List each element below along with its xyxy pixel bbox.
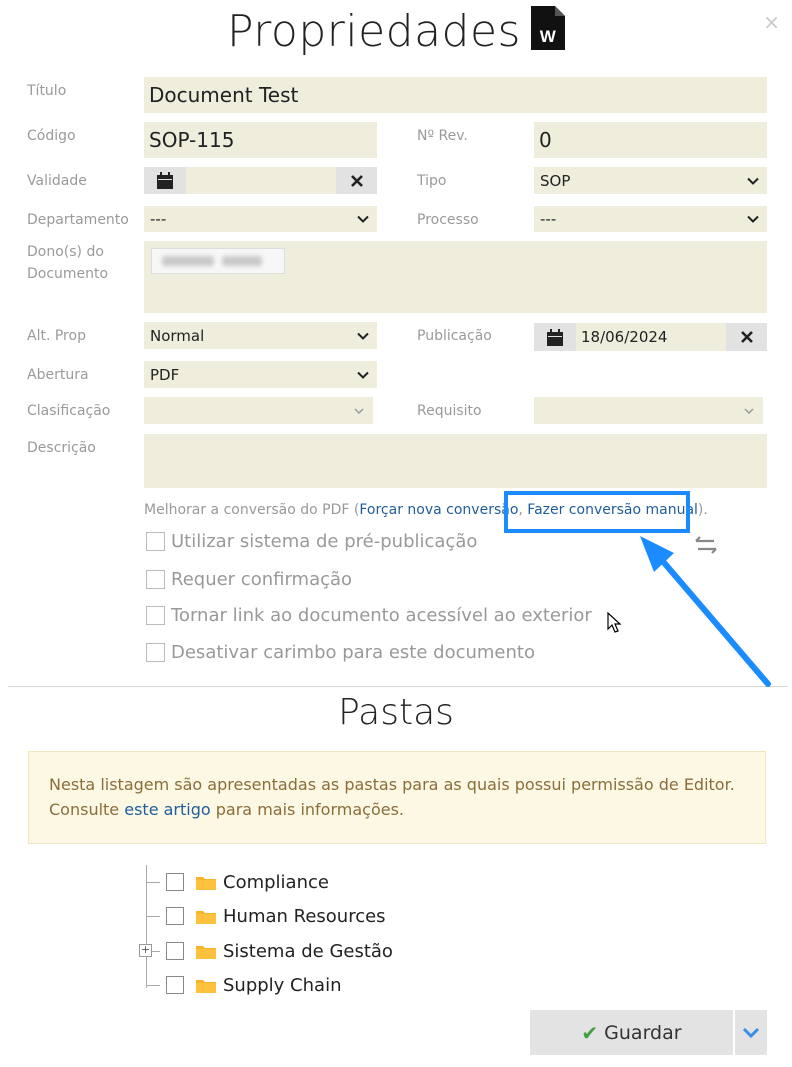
folder-icon	[196, 909, 216, 924]
chevron-down-icon	[747, 213, 759, 225]
owner-name-redacted	[162, 256, 214, 266]
codigo-label: Código	[27, 128, 76, 144]
folder-icon	[196, 944, 216, 959]
publicacao-input[interactable]: 18/06/2024	[576, 323, 726, 351]
clear-icon	[741, 331, 753, 343]
dono-label-line1: Dono(s) do	[27, 244, 104, 260]
rev-label: Nº Rev.	[417, 128, 468, 144]
external-link-label: Tornar link ao documento acessível ao exterior	[171, 605, 592, 626]
expand-plus-icon[interactable]: +	[140, 943, 151, 956]
chevron-down-icon	[353, 405, 365, 417]
folder-icon	[196, 875, 216, 890]
owner-surname-redacted	[222, 256, 262, 266]
folder-label: Sistema de Gestão	[223, 940, 393, 962]
requisito-label: Requisito	[417, 403, 482, 419]
folder-checkbox[interactable]	[166, 976, 184, 994]
chevron-down-icon	[742, 1027, 760, 1039]
validade-clear-button[interactable]	[336, 167, 377, 194]
dono-label-line2: Documento	[27, 266, 109, 282]
mouse-cursor-icon	[607, 612, 623, 634]
processo-select[interactable]	[534, 206, 767, 232]
titulo-label: Título	[27, 83, 67, 99]
tipo-value: SOP	[540, 171, 571, 190]
dialog-title	[0, 6, 792, 57]
chevron-down-icon	[357, 369, 369, 381]
processo-value: ---	[540, 210, 557, 228]
folder-row[interactable]	[146, 940, 393, 962]
descricao-label: Descrição	[27, 440, 96, 456]
save-label: Guardar	[604, 1021, 682, 1044]
stamp-checkbox[interactable]	[146, 643, 165, 662]
tipo-select[interactable]	[534, 167, 767, 194]
folders-title: Pastas	[338, 692, 454, 733]
save-button[interactable]	[530, 1010, 733, 1055]
abertura-value: PDF	[150, 365, 180, 384]
prepublication-label: Utilizar sistema de pré-publicação	[171, 531, 478, 552]
departamento-label: Departamento	[27, 212, 129, 228]
requisito-select[interactable]	[534, 397, 763, 424]
folders-info-box	[28, 751, 766, 844]
validade-calendar-button[interactable]	[144, 167, 186, 194]
titulo-input[interactable]: Document Test	[144, 77, 767, 113]
confirmation-checkbox[interactable]	[146, 570, 165, 589]
chevron-down-icon	[747, 175, 759, 187]
conversion-separator: ,	[518, 502, 528, 518]
folder-label: Compliance	[223, 871, 329, 893]
codigo-input[interactable]: SOP-115	[144, 122, 377, 158]
folder-row[interactable]	[146, 871, 329, 893]
swap-icon[interactable]	[694, 536, 718, 558]
processo-label: Processo	[417, 212, 479, 228]
chevron-down-icon	[357, 330, 369, 342]
abertura-select[interactable]	[144, 361, 377, 388]
word-document-icon	[531, 6, 565, 50]
stamp-checkbox-row[interactable]	[146, 642, 535, 663]
info-text: Nesta listagem são apresentadas as pastas para as quais possui permissão de Editor. Consulte	[49, 775, 735, 819]
external-link-checkbox[interactable]	[146, 606, 165, 625]
altprop-label: Alt. Prop	[27, 328, 86, 344]
owner-chip[interactable]	[151, 248, 285, 274]
folder-checkbox[interactable]	[166, 942, 184, 960]
svg-text:W: W	[539, 27, 557, 46]
tree-branch	[146, 985, 160, 986]
info-suffix: para mais informações.	[210, 800, 404, 819]
folder-row[interactable]	[146, 905, 386, 927]
stamp-label: Desativar carimbo para este documento	[171, 642, 535, 663]
chevron-down-icon	[357, 213, 369, 225]
classificacao-select[interactable]	[144, 397, 373, 424]
calendar-icon	[157, 172, 173, 189]
publicacao-calendar-button[interactable]	[534, 323, 576, 351]
conversion-prefix: Melhorar a conversão do PDF (	[144, 502, 360, 518]
confirmation-checkbox-row[interactable]	[146, 569, 352, 590]
calendar-icon	[547, 329, 563, 346]
section-divider	[8, 686, 788, 687]
folder-checkbox[interactable]	[166, 873, 184, 891]
abertura-label: Abertura	[27, 367, 89, 383]
external-link-checkbox-row[interactable]	[146, 605, 592, 626]
folder-checkbox[interactable]	[166, 907, 184, 925]
conversion-suffix: ).	[697, 502, 708, 518]
tree-branch	[146, 882, 160, 883]
altprop-value: Normal	[150, 326, 205, 345]
dialog-title-text: Propriedades	[227, 6, 521, 57]
force-conversion-link[interactable]: Forçar nova conversão	[359, 502, 519, 518]
validade-input[interactable]	[186, 167, 336, 194]
validade-label: Validade	[27, 173, 87, 189]
check-icon: ✔	[581, 1020, 599, 1045]
rev-input[interactable]: 0	[534, 122, 767, 158]
clear-icon	[351, 175, 363, 187]
prepublication-checkbox[interactable]	[146, 532, 165, 551]
confirmation-label: Requer confirmação	[171, 569, 353, 590]
classificacao-label: Clasificação	[27, 403, 111, 419]
departamento-value: ---	[150, 210, 167, 228]
info-article-link[interactable]: este artigo	[124, 800, 211, 819]
tree-branch	[146, 916, 160, 917]
chevron-down-icon	[743, 405, 755, 417]
manual-conversion-link[interactable]: Fazer conversão manual	[527, 502, 698, 518]
altprop-select[interactable]	[144, 322, 377, 349]
close-button[interactable]: ×	[763, 10, 780, 34]
folder-label: Supply Chain	[223, 974, 342, 996]
departamento-select[interactable]	[144, 206, 377, 232]
folder-icon	[196, 978, 216, 993]
publicacao-clear-button[interactable]	[726, 323, 767, 351]
publicacao-label: Publicação	[417, 328, 492, 344]
folder-label: Human Resources	[223, 905, 386, 927]
save-options-button[interactable]	[735, 1010, 767, 1055]
folder-row[interactable]	[146, 974, 341, 996]
prepublication-checkbox-row[interactable]	[146, 531, 477, 552]
tipo-label: Tipo	[417, 173, 447, 189]
descricao-input[interactable]	[144, 434, 767, 488]
highlight-box	[504, 491, 690, 533]
